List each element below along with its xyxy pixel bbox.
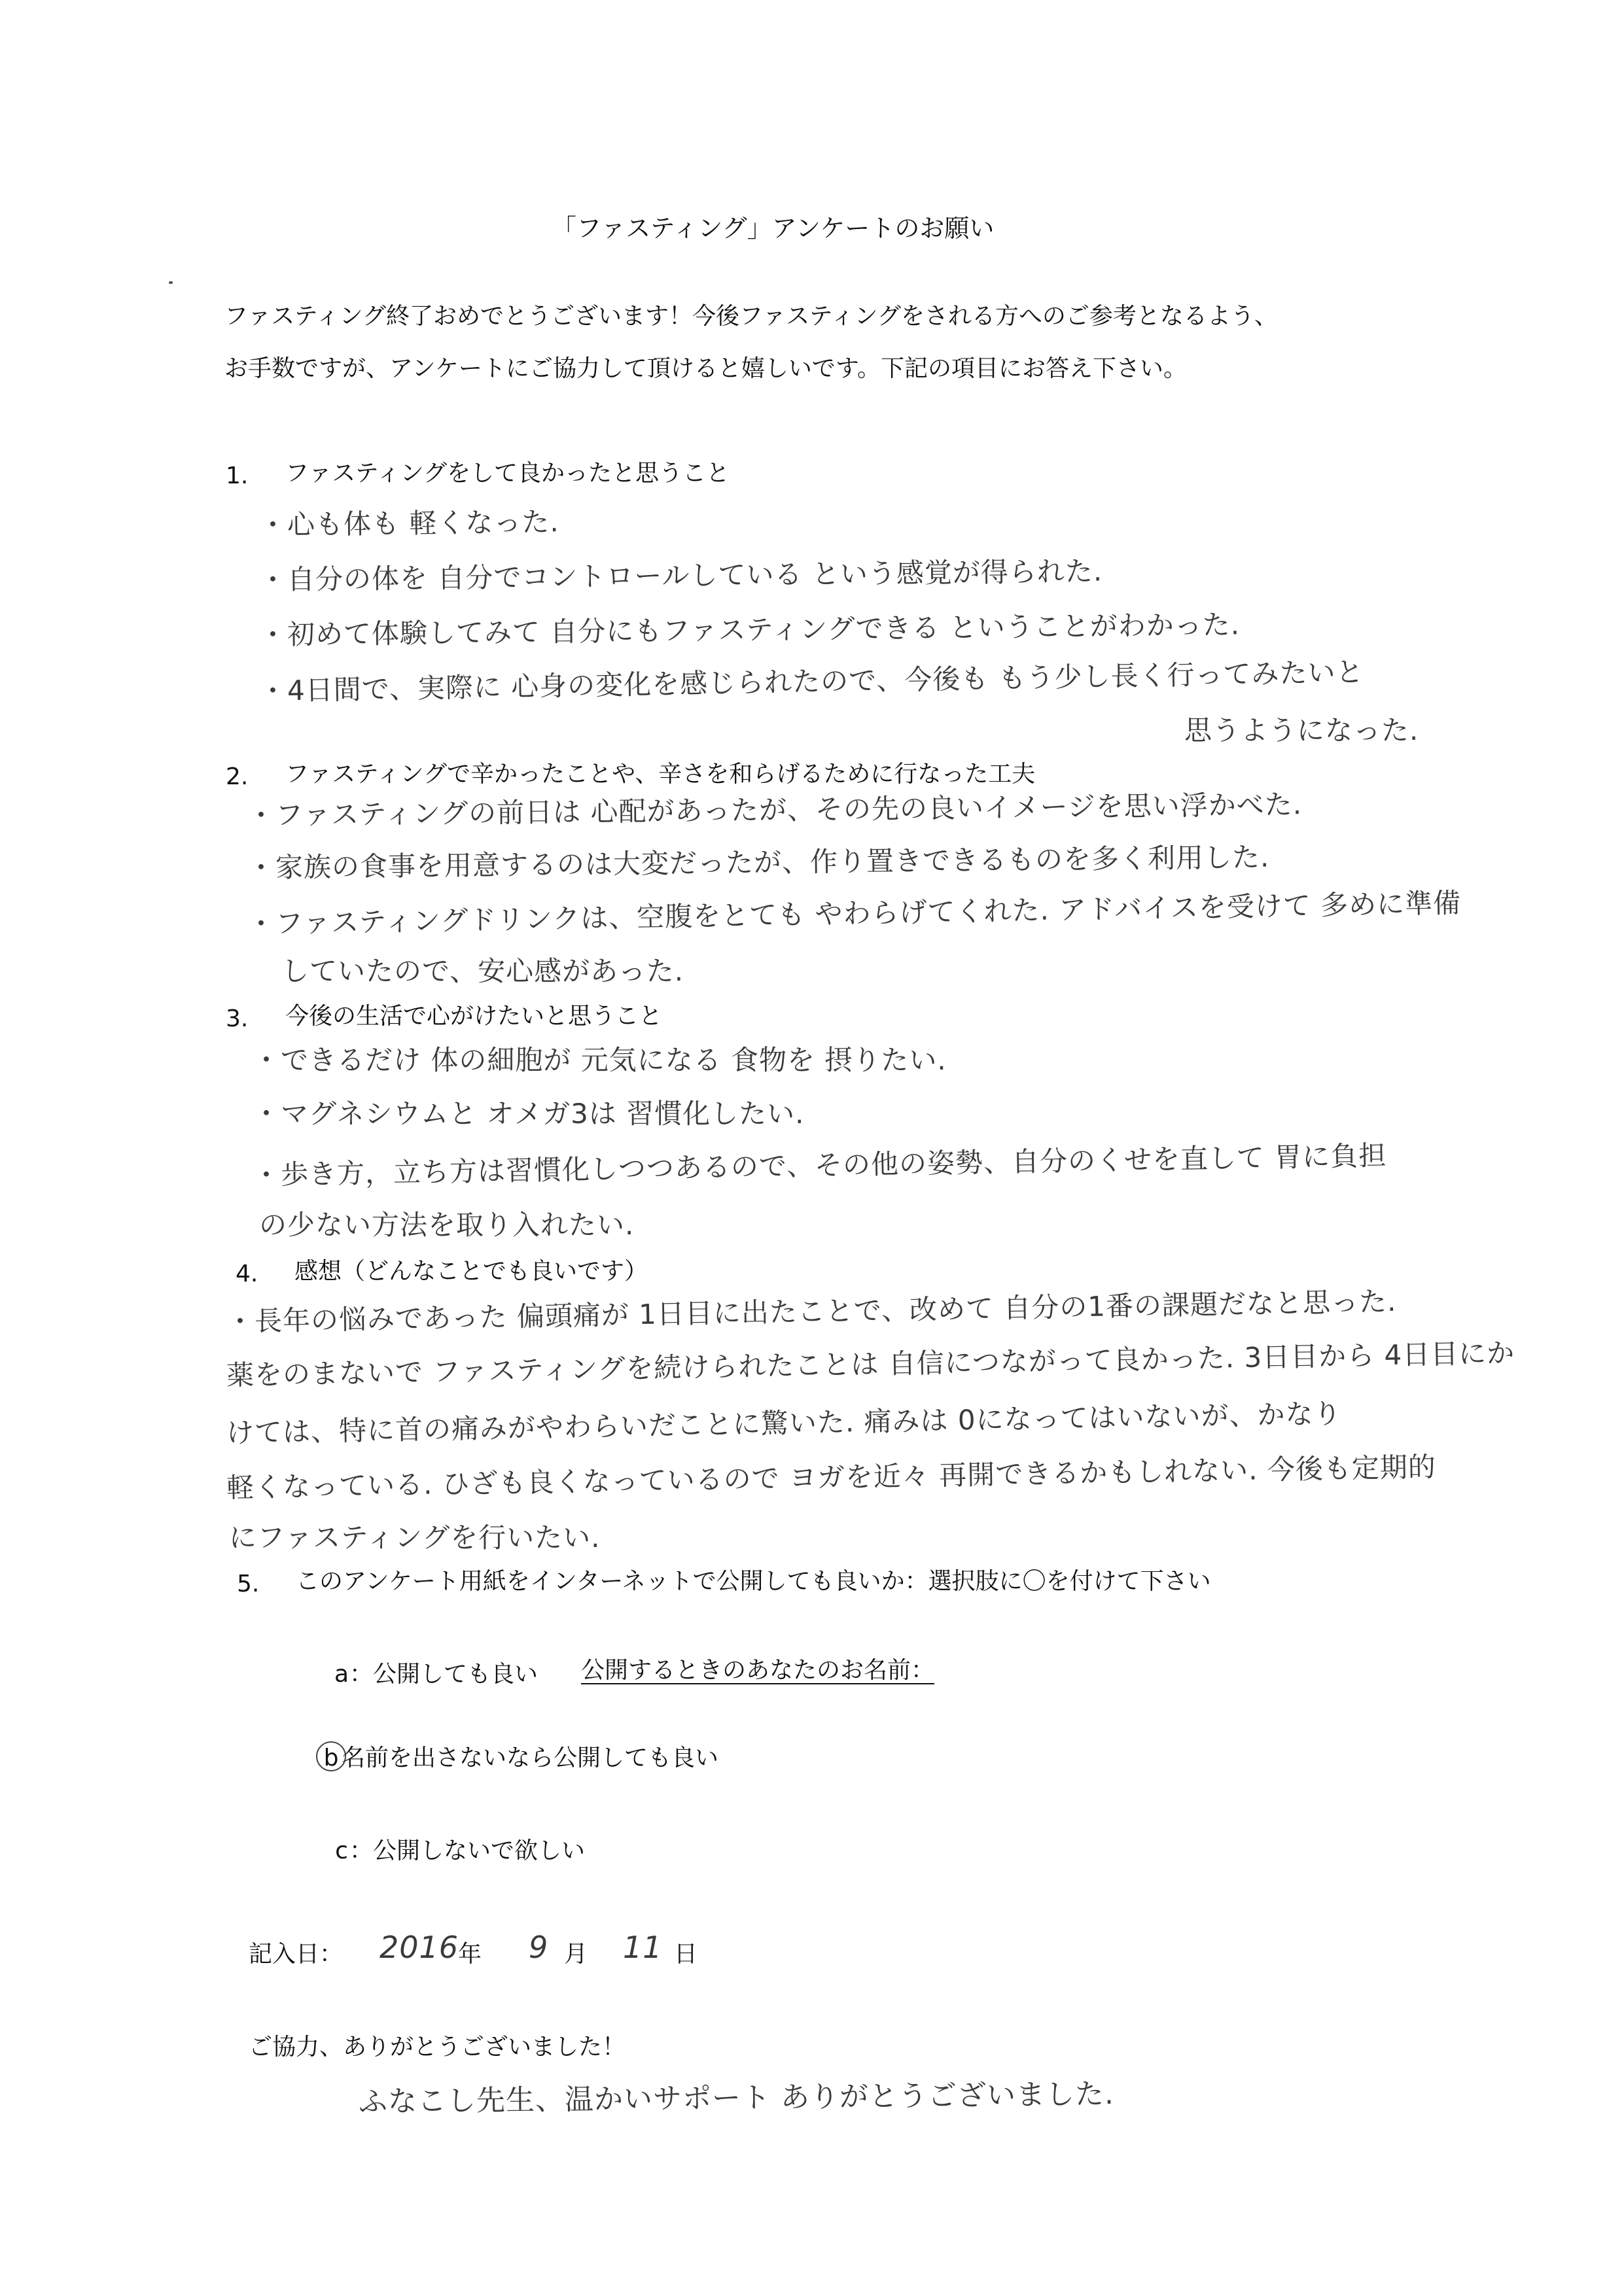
date-year-unit: 年: [458, 1941, 482, 1968]
answer-4-line-1: ・長年の悩みであった 偏頭痛が 1日目に出たことで、改めて 自分の1番の課題だなと思った.: [226, 1285, 1397, 1338]
answer-2-line-2: ・家族の食事を用意するのは大変だったが、作り置きできるものを多く利用した.: [247, 841, 1270, 884]
answer-4-line-3: けては、特に首の痛みがやわらいだことに驚いた. 痛みは 0になってはいないが、かなり: [226, 1397, 1342, 1449]
scan-speck: [169, 281, 173, 284]
answer-1-line-1: ・心も体も 軽くなった.: [258, 506, 559, 541]
question-2-number: 2.: [226, 763, 249, 790]
option-c-letter: c: [335, 1837, 348, 1864]
answer-4-line-2: 薬をのまないで ファスティングを続けられたことは 自信につながって良かった. 3日目から 4日目にか: [226, 1336, 1515, 1391]
option-c-label: ：公開しないで欲しい: [349, 1837, 586, 1864]
date-year-value: 2016: [380, 1930, 459, 1965]
answer-2-line-1: ・ファスティングの前日は 心配があったが、その先の良いイメージを思い浮かべた.: [247, 788, 1303, 831]
date-day-unit: 日: [674, 1941, 698, 1968]
question-1-number: 1.: [226, 462, 249, 489]
option-b[interactable]: [323, 1747, 718, 1770]
date-month-unit: 月: [564, 1941, 588, 1968]
answer-1-line-4: ・4日間で、実際に 心身の変化を感じられたので、今後も もう少し長く行ってみたいと: [258, 655, 1364, 707]
answer-4-line-4: 軽くなっている. ひざも良くなっているので ヨガを近々 再開できるかもしれない. 今後も定期的: [226, 1450, 1437, 1504]
handwritten-closing: ふなこし先生、温かいサポート ありがとうございました.: [358, 2077, 1115, 2119]
question-3-label: 今後の生活で心がけたいと思うこと: [285, 1003, 663, 1030]
answer-1-line-2: ・自分の体を 自分でコントロールしている という感覚が得られた.: [258, 555, 1103, 596]
answer-1-line-5: 思うようになった.: [1184, 714, 1419, 746]
question-2-label: ファスティングで辛かったことや、辛さを和らげるために行なった工夫: [285, 761, 1036, 788]
option-a[interactable]: [334, 1663, 538, 1686]
answer-3-line-3: ・歩き方，立ち方は習慣化しつつあるので、その他の姿勢、自分のくせを直して 胃に負担: [252, 1139, 1387, 1191]
answer-3-line-1: ・できるだけ 体の細胞が 元気になる 食物を 摂りたい.: [253, 1044, 947, 1076]
option-b-letter: b: [323, 1745, 339, 1771]
option-c[interactable]: [334, 1839, 585, 1863]
closing-text: ご協力、ありがとうございました！: [249, 2034, 626, 2061]
question-4-number: 4.: [236, 1261, 258, 1287]
answer-3-line-2: ・マグネシウムと オメガ3は 習慣化したい.: [253, 1098, 805, 1130]
option-b-label: 名前を出さないなら公開しても良い: [342, 1745, 719, 1771]
intro-line-1: ファスティング終了おめでとうございます！今後ファスティングをされる方へのご参考となるよう、: [224, 303, 1278, 330]
date-month-value: 9: [529, 1930, 549, 1965]
answer-2-line-4: していたので、安心感があった.: [281, 955, 684, 987]
answer-3-line-4: の少ない方法を取り入れたい.: [259, 1209, 635, 1241]
option-a-letter: a: [334, 1661, 349, 1688]
option-a-label: ：公開しても良い: [349, 1661, 538, 1688]
date-label: 記入日：: [249, 1941, 344, 1968]
date-day-value: 11: [623, 1930, 663, 1965]
question-4-label: 感想（どんなことでも良いです）: [294, 1258, 648, 1285]
page-title: 「ファスティング」アンケートのお願い: [552, 214, 995, 243]
question-5-number: 5.: [237, 1571, 260, 1597]
question-1-label: ファスティングをして良かったと思うこと: [285, 460, 730, 487]
question-5-label: このアンケート用紙をインターネットで公開しても良いか：選択肢に〇を付けて下さい: [296, 1568, 1211, 1595]
answer-1-line-3: ・初めて体験してみて 自分にもファスティングできる ということがわかった.: [258, 608, 1241, 651]
intro-line-2: お手数ですが、アンケートにご協力して頂けると嬉しいです。下記の項目にお答え下さい。: [224, 355, 1187, 382]
question-3-number: 3.: [226, 1005, 249, 1032]
answer-2-line-3: ・ファスティングドリンクは、空腹をとても やわらげてくれた. アドバイスを受けて 多めに準備: [247, 886, 1462, 940]
answer-4-line-5: にファスティングを行いたい.: [229, 1522, 601, 1554]
public-name-field-label[interactable]: 公開するときのあなたのお名前：: [581, 1657, 935, 1684]
